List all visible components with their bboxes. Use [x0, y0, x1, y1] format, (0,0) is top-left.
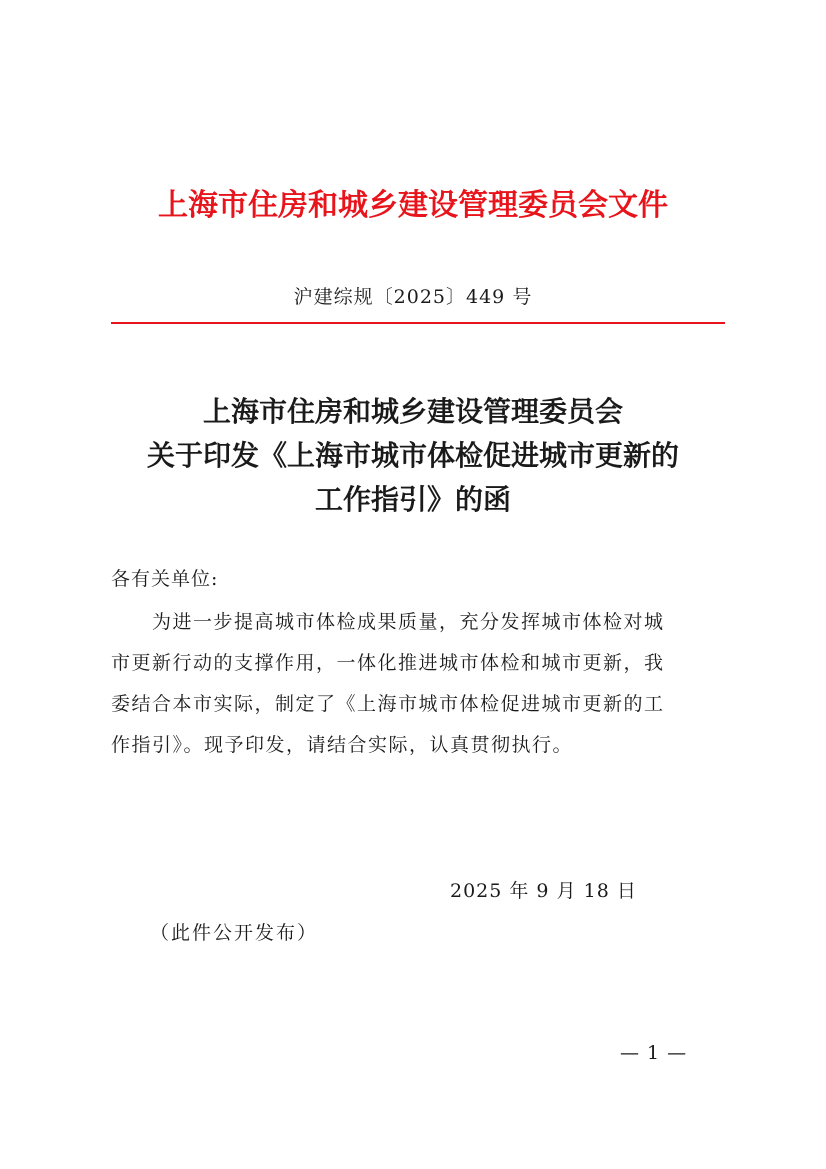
salutation: 各有关单位:: [111, 568, 219, 590]
masthead-title: 上海市住房和城乡建设管理委员会文件: [158, 188, 668, 223]
title-line: 工作指引》的函: [314, 483, 511, 516]
body-line: 市更新行动的支撑作用，一体化推进城市体检和城市更新，我: [111, 652, 665, 674]
publication-note: （此件公开发布）: [150, 922, 319, 944]
body-paragraph: [111, 602, 731, 766]
body-line: 委结合本市实际，制定了《上海市城市体检促进城市更新的工: [111, 693, 665, 715]
body-line: 作指引》。现予印发，请结合实际，认真贯彻执行。: [111, 734, 574, 756]
page-number: — 1 —: [620, 1042, 688, 1064]
body-line: 为进一步提高城市体检成果质量，充分发挥城市体检对城: [152, 611, 665, 633]
document-title: [0, 390, 826, 522]
title-line: 上海市住房和城乡建设管理委员会: [202, 395, 623, 428]
red-divider-line: [111, 322, 725, 324]
issue-date: 2025 年 9 月 18 日: [450, 880, 637, 902]
document-number: 沪建综规〔2025〕449 号: [293, 286, 533, 308]
title-line: 关于印发《上海市城市体检促进城市更新的: [146, 439, 679, 472]
